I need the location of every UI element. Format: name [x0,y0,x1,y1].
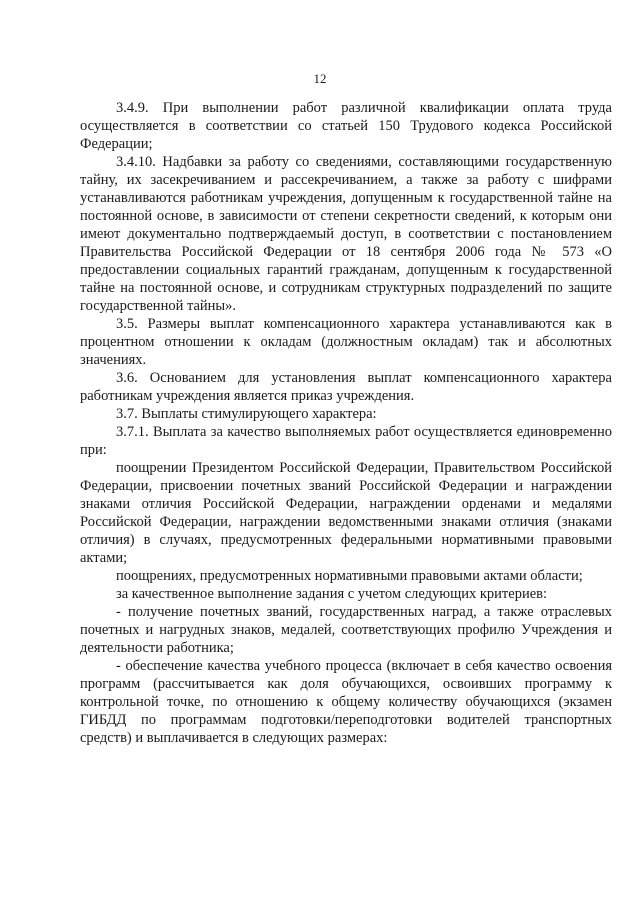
document-body [80,99,612,747]
paragraph-regional-awards: поощрениях, предусмотренных нормативными правовыми актами области; [116,568,583,584]
page-number: 12 [313,71,327,86]
paragraph-presidential-awards: поощрении Президентом Российской Федерации, Правительством Российской Федерации, присвоении почетных званий Российской Федерации и награждении знаками отличия Российской Федерации, награждении орденами и медалями Российской Федерации, награждении ведомственными знаками отличия (знаками отличия) в случаях, предусмотренных федеральными нормативными правовыми актами; [80,460,612,566]
paragraph-3-7-1: 3.7.1. Выплата за качество выполняемых работ осуществляется единовременно при: [80,424,612,458]
paragraph-3-7: 3.7. Выплаты стимулирующего характера: [116,406,377,422]
paragraph-3-4-10: 3.4.10. Надбавки за работу со сведениями, составляющими государственную тайну, их засекречиванием и рассекречиванием, а также за работу с шифрами устанавливаются работникам учреждения, допущенным к государственной тайне на постоянной основе, в зависимости от степени секретности сведений, к которым они имеют документально подтверждаемый доступ, в соответствии с постановлением Правительства Российской Федерации от 18 сентября 2006 года № 573 «О предоставлении социальных гарантий гражданам, допущенным к государственной тайне на постоянной основе, и сотрудникам структурных подразделений по защите государственной тайны». [80,154,612,314]
paragraph-3-4-9: 3.4.9. При выполнении работ различной квалификации оплата труда осуществляется в соответствии со статьей 150 Трудового кодекса Российской Федерации; [80,100,612,152]
paragraph-criteria-intro: за качественное выполнение задания с учетом следующих критериев: [116,586,548,602]
paragraph-3-5: 3.5. Размеры выплат компенсационного характера устанавливаются как в процентном отношении к окладам (должностным окладам) так и абсолютных значениях. [80,316,612,368]
paragraph-criterion-titles: - получение почетных званий, государственных наград, а также отраслевых почетных и нагрудных знаков, медалей, соответствующих профилю Учреждения и деятельности работника; [80,604,612,656]
paragraph-3-6: 3.6. Основанием для установления выплат компенсационного характера работникам учреждения является приказ учреждения. [80,370,612,404]
paragraph-criterion-quality: - обеспечение качества учебного процесса (включает в себя качество освоения программ (рассчитывается как доля обучающихся, освоивших программу к контрольной точке, по отношению к общему количеству обучающихся (экзамен ГИБДД по программам подготовки/переподготовки водителей транспортных средств) и выплачивается в следующих размерах: [80,658,612,746]
